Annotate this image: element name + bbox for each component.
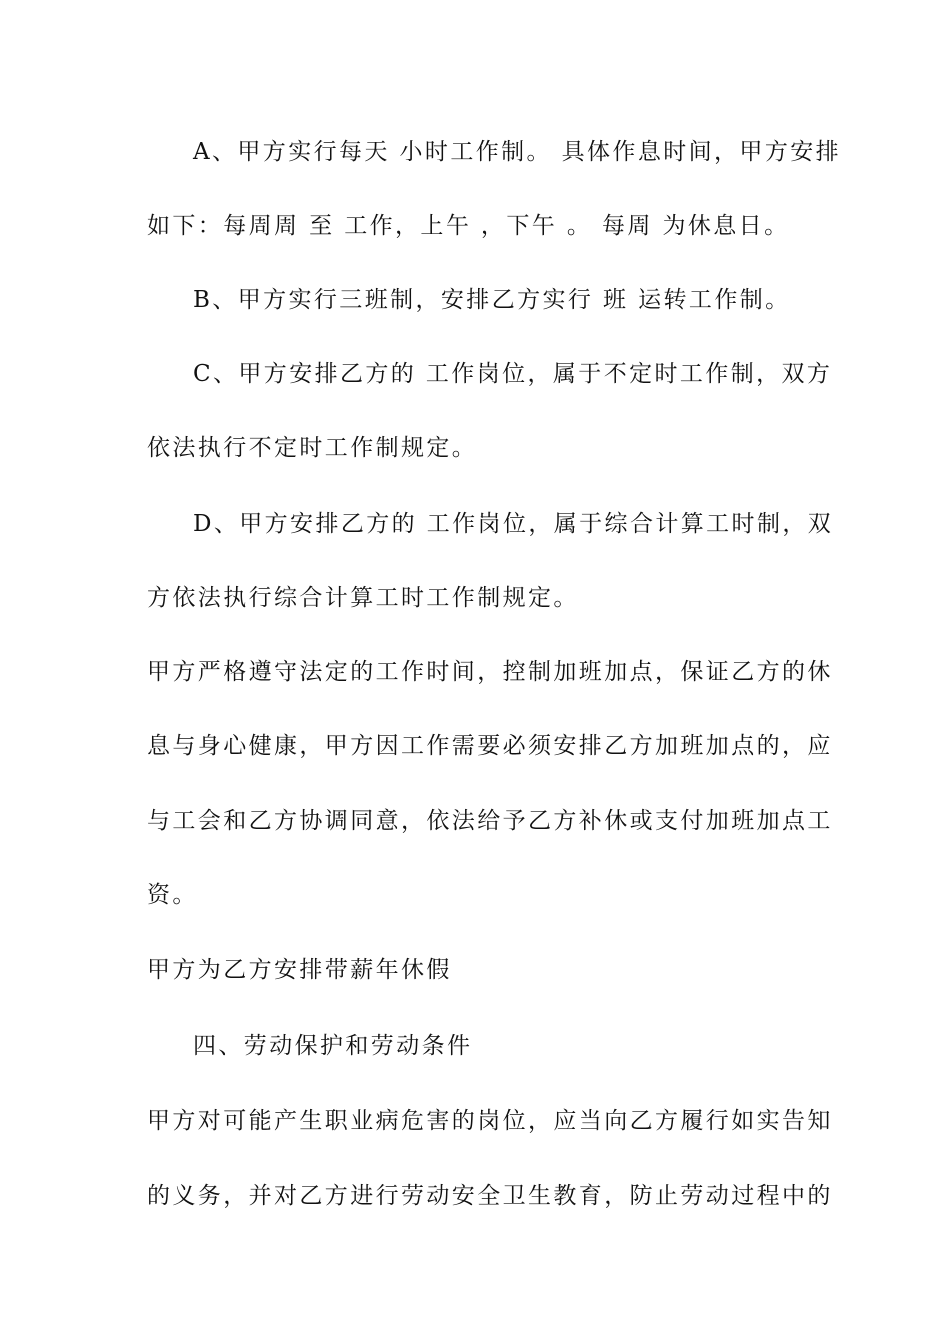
text-line-overtime-1: 甲方严格遵守法定的工作时间，控制加班加点，保证乙方的休 — [147, 659, 833, 685]
text-line-paid-leave: 甲方为乙方安排带薪年休假 — [147, 957, 452, 983]
text-line-d-continued: 方依法执行综合计算工时工作制规定。 — [147, 585, 579, 611]
text-line-c-clause: C、甲方安排乙方的 工作岗位，属于不定时工作制，双方 — [193, 361, 833, 387]
section-heading-labor-protection: 四、劳动保护和劳动条件 — [193, 1033, 473, 1059]
text-line-overtime-4: 资。 — [147, 882, 198, 908]
text-line-a-clause: A、甲方实行每天 小时工作制。 具体作息时间，甲方安排 — [193, 139, 842, 165]
text-line-d-clause: D、甲方安排乙方的 工作岗位，属于综合计算工时制，双 — [193, 511, 834, 537]
text-line-b-clause: B、甲方实行三班制，安排乙方实行 班 运转工作制。 — [193, 287, 791, 313]
text-line-c-continued: 依法执行不定时工作制规定。 — [147, 435, 478, 461]
text-line-occupational-1: 甲方对可能产生职业病危害的岗位，应当向乙方履行如实告知 — [147, 1108, 833, 1134]
text-line-a-schedule: 如下：每周周 至 工作，上午 ，下午 。 每周 为休息日。 — [147, 213, 790, 239]
text-line-overtime-2: 息与身心健康，甲方因工作需要必须安排乙方加班加点的，应 — [147, 733, 833, 759]
text-line-occupational-2: 的义务，并对乙方进行劳动安全卫生教育，防止劳动过程中的 — [147, 1183, 833, 1209]
text-line-overtime-3: 与工会和乙方协调同意，依法给予乙方补休或支付加班加点工 — [147, 808, 833, 834]
